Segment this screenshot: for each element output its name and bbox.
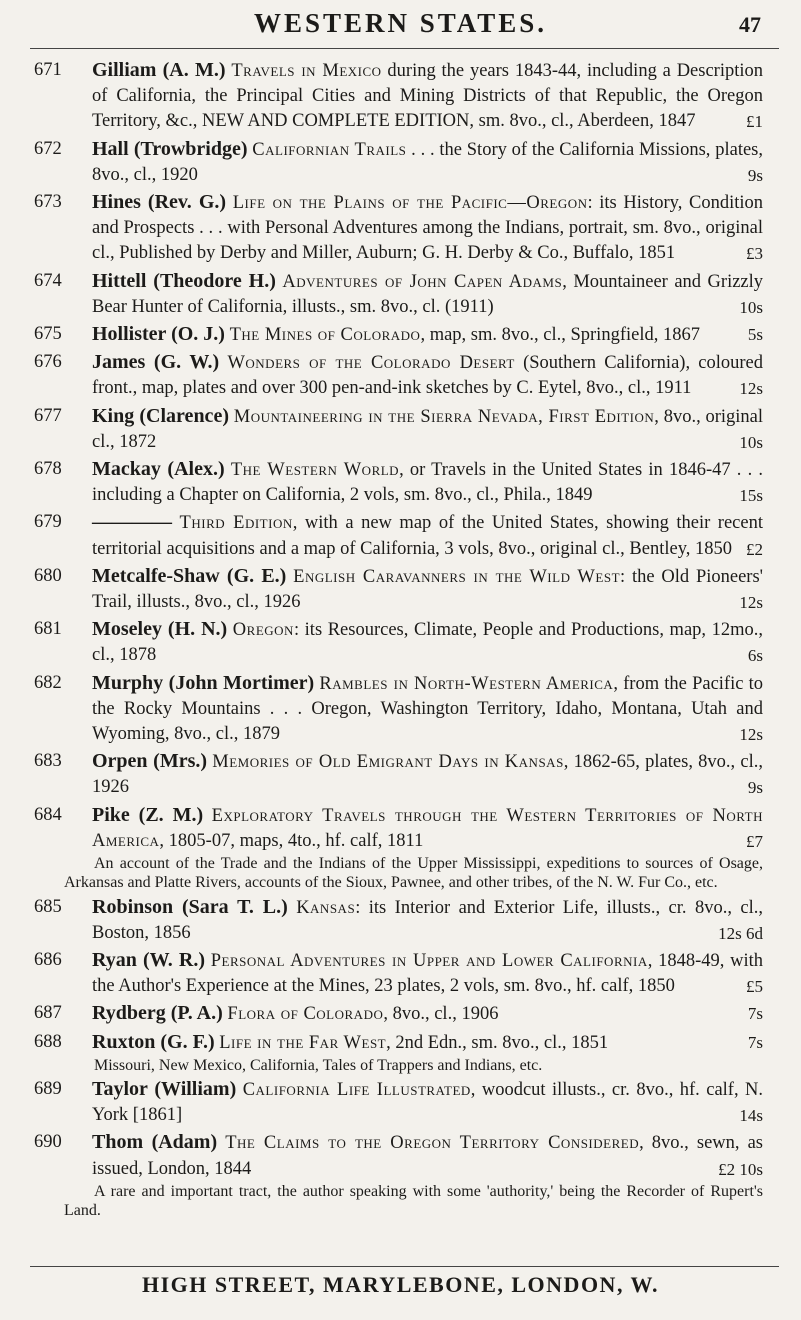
lot-note: An account of the Trade and the Indians of the Upper Mississippi, expeditions to sources of Osage, Arkansas and Platte Rivers, accounts of the Sioux, Pawnee, and other tribes, of the N. W. Fur Co., etc. <box>64 855 763 892</box>
lot-number: 684 <box>34 804 62 825</box>
lot-price: 7s <box>747 1004 763 1024</box>
lot-title: Californian Trails <box>252 139 407 160</box>
lot-number: 686 <box>34 949 62 970</box>
running-title: WESTERN STATES. <box>253 8 548 38</box>
catalogue-entry <box>34 564 763 615</box>
lot-author: Mackay (Alex.) <box>92 458 225 481</box>
lot-title: Kansas <box>296 897 356 918</box>
lot-price: 9s <box>747 778 763 798</box>
lot-number: 679 <box>34 512 62 533</box>
lot-author: Hittell (Theodore H.) <box>92 269 276 292</box>
lot-number: 689 <box>34 1078 62 1099</box>
catalogue-entry <box>34 895 764 946</box>
lot-title: California Life Illustrated <box>242 1079 471 1100</box>
lot-price: 10s <box>739 432 763 452</box>
lot-title: Travels in Mexico <box>231 61 382 81</box>
lot-title: The Claims to the Oregon Territory Considered <box>225 1133 640 1154</box>
lot-title: Life in the Far West <box>219 1032 387 1053</box>
catalogue-entry <box>34 457 764 508</box>
lot-title: Life on the Plains of the Pacific—Oregon <box>232 193 588 214</box>
lot-description: , from the Pacific to the Rocky Mountains . . . Oregon, Washington Territory, Idaho, Montana, Utah and Wyoming, 8vo., cl., 1879 <box>92 673 763 745</box>
lot-author: Hall (Trowbridge) <box>92 137 248 160</box>
lot-title: Third Edition <box>179 513 293 534</box>
lot-description: , 1805-07, maps, 4to., hf. calf, 1811 <box>159 830 424 851</box>
lot-description: , Mountaineer and Grizzly Bear Hunter of California, illusts., sm. 8vo., cl. (1911) <box>92 271 764 317</box>
lot-author: James (G. W.) <box>92 351 220 374</box>
catalogue-entry <box>34 803 763 854</box>
lot-description: , 1862-65, plates, 8vo., cl., 1926 <box>92 752 764 798</box>
lot-author: Hines (Rev. G.) <box>92 191 227 214</box>
lot-number: 674 <box>34 270 62 291</box>
lot-price: 12s <box>739 725 763 745</box>
lot-author: ———— <box>92 511 172 534</box>
lot-price: 14s <box>739 1106 763 1126</box>
lot-price: £2 10s <box>718 1159 763 1179</box>
lot-price: 6s <box>747 646 763 666</box>
lot-number: 677 <box>34 405 62 426</box>
lot-number: 680 <box>34 565 62 586</box>
lot-author: Ruxton (G. F.) <box>92 1030 215 1053</box>
lot-author: Hollister (O. J.) <box>92 323 225 346</box>
lot-number: 685 <box>34 896 62 917</box>
lot-description: , with a new map of the United States, showing their recent territorial acquisitions and a map of California, 3 vols, 8vo., original cl., Bentley, 1850 <box>92 513 763 559</box>
catalogue-entry <box>34 749 764 800</box>
lot-number: 672 <box>34 138 62 159</box>
lot-number: 678 <box>34 459 62 480</box>
lot-price: 15s <box>739 486 763 506</box>
lot-number: 683 <box>34 751 62 772</box>
lot-number: 681 <box>34 619 62 640</box>
lot-price: 12s 6d <box>718 923 763 943</box>
lot-price: £5 <box>746 977 763 997</box>
footer-rule <box>30 1266 779 1267</box>
lot-description: : its History, Condition and Prospects . . . with Personal Adventures among the Indians, portrait, sm. 8vo., original cl., Published by Derby and Miller, Auburn; G. H. Derby & Co., Buffalo, 1851 <box>92 193 763 264</box>
lot-number: 690 <box>34 1132 62 1153</box>
lot-author: Moseley (H. N.) <box>92 618 228 641</box>
lot-description: , or Travels in the United States in 1846-47 . . . including a Chapter on California, 2 vols, sm. 8vo., cl., Phila., 1849 <box>92 460 764 506</box>
lot-author: Murphy (John Mortimer) <box>92 671 315 694</box>
catalogue-entry <box>34 1077 764 1128</box>
lot-number: 671 <box>34 60 62 80</box>
lot-author: Pike (Z. M.) <box>92 803 204 826</box>
lot-price: 10s <box>739 297 763 317</box>
lot-description: . . . the Story of the California Missions, plates, 8vo., cl., 1920 <box>92 139 763 185</box>
lot-price: 12s <box>739 379 763 399</box>
page-header <box>0 8 801 42</box>
lot-title: The Mines of Colorado <box>229 325 421 346</box>
lot-number: 682 <box>34 672 62 693</box>
lot-description: , map, sm. 8vo., cl., Springfield, 1867 <box>420 325 700 346</box>
lot-description: : its Resources, Climate, People and Productions, map, 12mo., cl., 1878 <box>92 620 764 666</box>
lot-title: English Caravanners in the Wild West <box>293 566 621 587</box>
lot-price: £1 <box>746 112 763 132</box>
lot-title: Adventures of John Capen Adams <box>282 271 563 292</box>
lot-author: King (Clarence) <box>92 404 229 427</box>
lot-description: : the Old Pioneers' Trail, illusts., 8vo., cl., 1926 <box>92 566 763 613</box>
catalogue-entry <box>34 190 763 267</box>
lot-price: 5s <box>747 325 763 345</box>
catalogue-entry <box>34 510 763 561</box>
lot-title: The Western World <box>230 460 400 481</box>
lot-price: £2 <box>746 539 763 559</box>
lot-title: Personal Adventures in Upper and Lower California <box>210 950 648 971</box>
catalogue-entry <box>34 1130 764 1181</box>
lot-price: 12s <box>739 593 763 613</box>
lot-author: Thom (Adam) <box>92 1131 218 1154</box>
lot-author: Metcalfe-Shaw (G. E.) <box>92 564 287 587</box>
lot-title: Exploratory Travels through the Western Territories of North America <box>92 805 763 851</box>
catalogue-entry <box>34 404 764 455</box>
lot-author: Ryan (W. R.) <box>92 948 205 971</box>
catalogue-entry <box>34 350 764 401</box>
lot-title: Oregon <box>232 620 294 641</box>
page-number: 47 <box>739 12 761 37</box>
lot-description: , 1848-49, with the Author's Experience at the Mines, 23 plates, 2 vols, sm. 8vo., hf. calf, 1850 <box>92 950 763 997</box>
lot-number: 688 <box>34 1031 62 1052</box>
lot-author: Orpen (Mrs.) <box>92 750 208 773</box>
catalogue-entry <box>34 1030 763 1056</box>
lot-price: £7 <box>746 831 763 851</box>
page-footer: HIGH STREET, MARYLEBONE, LONDON, W. <box>141 1272 660 1297</box>
lot-number: 675 <box>34 324 62 345</box>
lot-number: 673 <box>34 192 62 213</box>
lot-price: £3 <box>746 244 763 264</box>
lot-description: , 8vo., original cl., 1872 <box>92 406 764 452</box>
lot-description: , woodcut illusts., cr. 8vo., hf. calf, N. York [1861] <box>92 1079 764 1126</box>
lot-price: 9s <box>747 165 763 185</box>
catalogue-entry <box>34 322 763 348</box>
lot-description: (Southern California), coloured front., map, plates and over 300 pen-and-ink sketches by C. Eytel, 8vo., cl., 1911 <box>92 353 764 399</box>
catalogue-entry <box>34 58 764 135</box>
lot-number: 676 <box>34 352 62 373</box>
catalogue-entry <box>34 671 763 748</box>
lot-title: Mountaineering in the Sierra Nevada, First Edition <box>233 406 655 427</box>
lot-price: 7s <box>747 1032 763 1052</box>
lot-note: Missouri, New Mexico, California, Tales of Trappers and Indians, etc. <box>94 1056 543 1074</box>
lot-author: Gilliam (A. M.) <box>92 59 226 81</box>
catalogue-entry <box>34 137 763 188</box>
lot-number: 687 <box>34 1003 62 1024</box>
lot-author: Taylor (William) <box>92 1077 237 1100</box>
lot-description: , 2nd Edn., sm. 8vo., cl., 1851 <box>386 1032 609 1053</box>
lot-author: Robinson (Sara T. L.) <box>92 895 288 918</box>
lot-title: Memories of Old Emigrant Days in Kansas <box>212 752 564 773</box>
header-rule <box>30 48 779 49</box>
lot-author: Rydberg (P. A.) <box>92 1002 223 1025</box>
lot-description: during the years 1843-44, including a Description of California, the Principal Cities and Mining Districts of that Republic, the Oregon Territory, &c., NEW AND COMPLETE EDITION, sm. 8vo., cl., Aberdeen, 1847 <box>92 61 764 132</box>
lot-description: , 8vo., sewn, as issued, London, 1844 <box>92 1133 764 1179</box>
catalogue-entry <box>34 617 764 668</box>
lot-description: : its Interior and Exterior Life, illusts., cr. 8vo., cl., Boston, 1856 <box>92 897 764 943</box>
catalogue-entry <box>34 1001 763 1027</box>
lot-title: Flora of Colorado <box>227 1004 384 1025</box>
lot-title: Rambles in North-Western America <box>319 673 614 694</box>
catalogue-entry <box>34 948 763 999</box>
lot-description: , 8vo., cl., 1906 <box>383 1004 499 1025</box>
lot-note: A rare and important tract, the author speaking with some 'authority,' being the Recorder of Rupert's Land. <box>64 1182 763 1219</box>
lot-title: Wonders of the Colorado Desert <box>227 353 515 374</box>
catalogue-entry <box>34 269 764 320</box>
catalogue-entries <box>0 54 801 1220</box>
